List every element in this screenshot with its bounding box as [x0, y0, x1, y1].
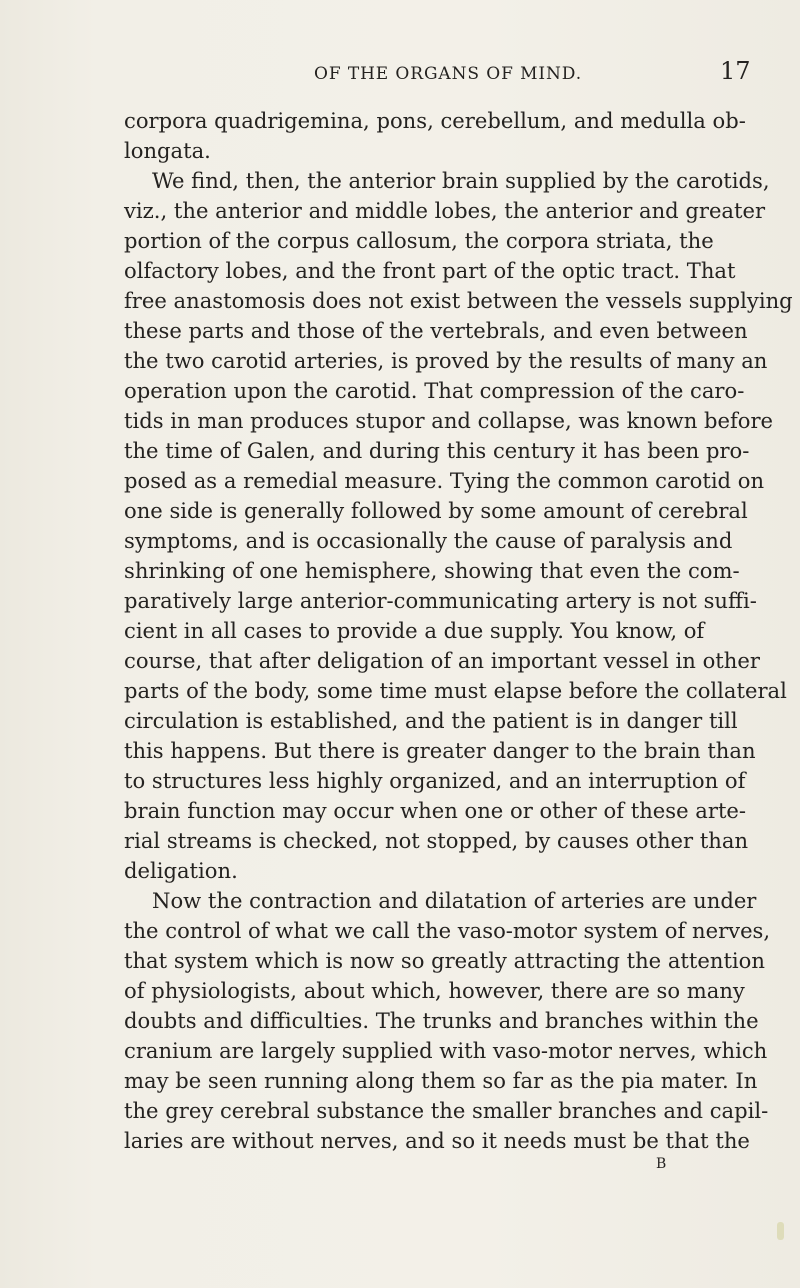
text-line: brain function may occur when one or other of these arte- — [124, 798, 747, 823]
text-line: cranium are largely supplied with vaso-motor nerves, which — [124, 1038, 768, 1063]
text-line: to structures less highly organized, and an interruption of — [124, 768, 746, 793]
text-line: the control of what we call the vaso-motor system of nerves, — [124, 918, 771, 943]
running-head: OF THE ORGANS OF MIND. — [314, 64, 582, 84]
text-line: operation upon the carotid. That compression of the caro- — [124, 378, 745, 403]
text-line: that system which is now so greatly attracting the attention — [124, 948, 765, 973]
text-line: the grey cerebral substance the smaller branches and capil- — [124, 1098, 769, 1123]
text-line: corpora quadrigemina, pons, cerebellum, and medulla ob- — [124, 108, 746, 133]
text-line: Now the contraction and dilatation of arteries are under — [152, 888, 757, 913]
text-line: the time of Galen, and during this century it has been pro- — [124, 438, 750, 463]
text-line: symptoms, and is occasionally the cause of paralysis and — [124, 528, 733, 553]
text-line: parts of the body, some time must elapse before the collateral — [124, 678, 787, 703]
text-line: may be seen running along them so far as the pia mater. In — [124, 1068, 758, 1093]
text-line: one side is generally followed by some amount of cerebral — [124, 498, 748, 523]
text-line: portion of the corpus callosum, the corpora striata, the — [124, 228, 714, 253]
text-line: doubts and difficulties. The trunks and branches within the — [124, 1008, 759, 1033]
text-line: viz., the anterior and middle lobes, the anterior and greater — [124, 198, 766, 223]
paper-speck — [777, 1222, 784, 1240]
text-line: course, that after deligation of an important vessel in other — [124, 648, 760, 673]
text-line: this happens. But there is greater danger to the brain than — [124, 738, 756, 763]
signature-mark: B — [656, 1156, 667, 1172]
text-line: cient in all cases to provide a due supply. You know, of — [124, 618, 705, 643]
text-line: deligation. — [124, 858, 238, 883]
text-line: these parts and those of the vertebrals, and even between — [124, 318, 748, 343]
text-line: We find, then, the anterior brain supplied by the carotids, — [152, 168, 770, 193]
text-line: olfactory lobes, and the front part of the optic tract. That — [124, 258, 736, 283]
text-line: shrinking of one hemisphere, showing that even the com- — [124, 558, 740, 583]
text-line: paratively large anterior-communicating artery is not suffi- — [124, 588, 757, 613]
page-number: 17 — [720, 57, 751, 85]
text-line: circulation is established, and the patient is in danger till — [124, 708, 738, 733]
text-line: rial streams is checked, not stopped, by causes other than — [124, 828, 749, 853]
text-line: posed as a remedial measure. Tying the common carotid on — [124, 468, 765, 493]
page-header — [282, 57, 762, 92]
text-line: laries are without nerves, and so it needs must be that the — [124, 1128, 750, 1153]
text-line: of physiologists, about which, however, there are so many — [124, 978, 745, 1003]
text-line: longata. — [124, 138, 211, 163]
text-line: free anastomosis does not exist between the vessels supplying — [124, 288, 793, 313]
text-line: the two carotid arteries, is proved by the results of many an — [124, 348, 768, 373]
text-line: tids in man produces stupor and collapse, was known before — [124, 408, 774, 433]
